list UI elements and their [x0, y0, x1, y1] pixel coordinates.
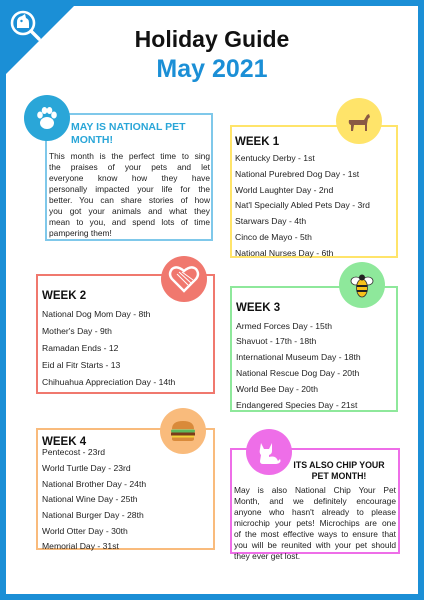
chip-heading-line2: PET MONTH!	[311, 471, 367, 481]
week1-item: Nat'l Specially Abled Pets Day - 3rd	[235, 200, 370, 210]
heart-icon	[161, 256, 207, 302]
page-title: Holiday Guide	[134, 26, 290, 52]
week3-item: Shavuot - 17th - 18th	[236, 336, 317, 346]
week4-item: Pentecost - 23rd	[42, 447, 106, 457]
week2-item: Chihuahua Appreciation Day - 14th	[42, 377, 176, 387]
burger-icon	[160, 408, 206, 454]
chip-heading-line1: ITS ALSO CHIP YOUR	[293, 460, 385, 470]
week2-item: Ramadan Ends - 12	[42, 343, 119, 353]
pet-month-line: personally impacted your life for the	[49, 184, 210, 194]
week4-item: World Otter Day - 30th	[42, 526, 128, 536]
week3-item: National Rescue Dog Day - 20th	[236, 368, 360, 378]
pet-month-line: pampering them!	[49, 228, 112, 238]
pet-month-line: everyone know how they have	[49, 173, 210, 183]
pet-month-heading-line2: MONTH!	[71, 134, 113, 146]
week1-item: Kentucky Derby - 1st	[235, 153, 315, 163]
week4-item: National Burger Day - 28th	[42, 510, 144, 520]
week3-label: WEEK 3	[236, 302, 281, 314]
week1-item: Starwars Day - 4th	[235, 216, 307, 226]
week1-item: National Purebred Dog Day - 1st	[235, 169, 360, 179]
week3-item: World Bee Day - 20th	[236, 384, 318, 394]
pet-month-line: you got your animals and what they	[49, 206, 210, 216]
chip-line: May is also National Chip Your Pet	[234, 485, 396, 495]
horse-icon	[336, 98, 382, 144]
chip-line: Month, and we definitely encourage	[234, 496, 396, 506]
week1-item: National Nurses Day - 6th	[235, 248, 334, 258]
week4-item: Memorial Day - 31st	[42, 541, 119, 551]
week4-item: National Wine Day - 25th	[42, 494, 138, 504]
week4-item: National Brother Day - 24th	[42, 479, 147, 489]
chip-line: anyone who hasn't already to please	[234, 507, 396, 517]
page-subtitle: May 2021	[156, 55, 268, 83]
week2-item: National Dog Mom Day - 8th	[42, 309, 151, 319]
week1-item: World Laughter Day - 2nd	[235, 185, 334, 195]
pet-month-line: This month is the perfect time to sing	[49, 151, 210, 161]
week4-label: WEEK 4	[42, 436, 87, 448]
chip-line: you will be reunited with your pet should	[234, 540, 396, 550]
week2-item: Eid al Fitr Starts - 13	[42, 360, 121, 370]
pet-month-heading-line1: MAY IS NATIONAL PET	[71, 121, 186, 133]
week4-item: World Turtle Day - 23rd	[42, 463, 131, 473]
week2-item: Mother's Day - 9th	[42, 326, 112, 336]
bee-icon	[339, 262, 385, 308]
week3-item: Endangered Species Day - 21st	[236, 400, 358, 410]
pet-month-line: better. You can share stories of how	[49, 195, 210, 205]
week1-item: Cinco de Mayo - 5th	[235, 232, 312, 242]
week2-label: WEEK 2	[42, 290, 87, 302]
week3-item: Armed Forces Day - 15th	[236, 321, 332, 331]
pet-month-line: the praises of your pets and let	[49, 162, 210, 172]
chip-line: microchip your pets! Microchips are one	[234, 518, 396, 528]
paw-print-icon	[24, 95, 70, 141]
chip-line: they ever get lost.	[234, 551, 301, 561]
pet-month-line: mean to you, and spend lots of time	[49, 217, 210, 227]
week1-label: WEEK 1	[235, 136, 280, 148]
chip-line: of the most effective ways to ensure that	[234, 529, 396, 539]
week3-item: International Museum Day - 18th	[236, 352, 361, 362]
